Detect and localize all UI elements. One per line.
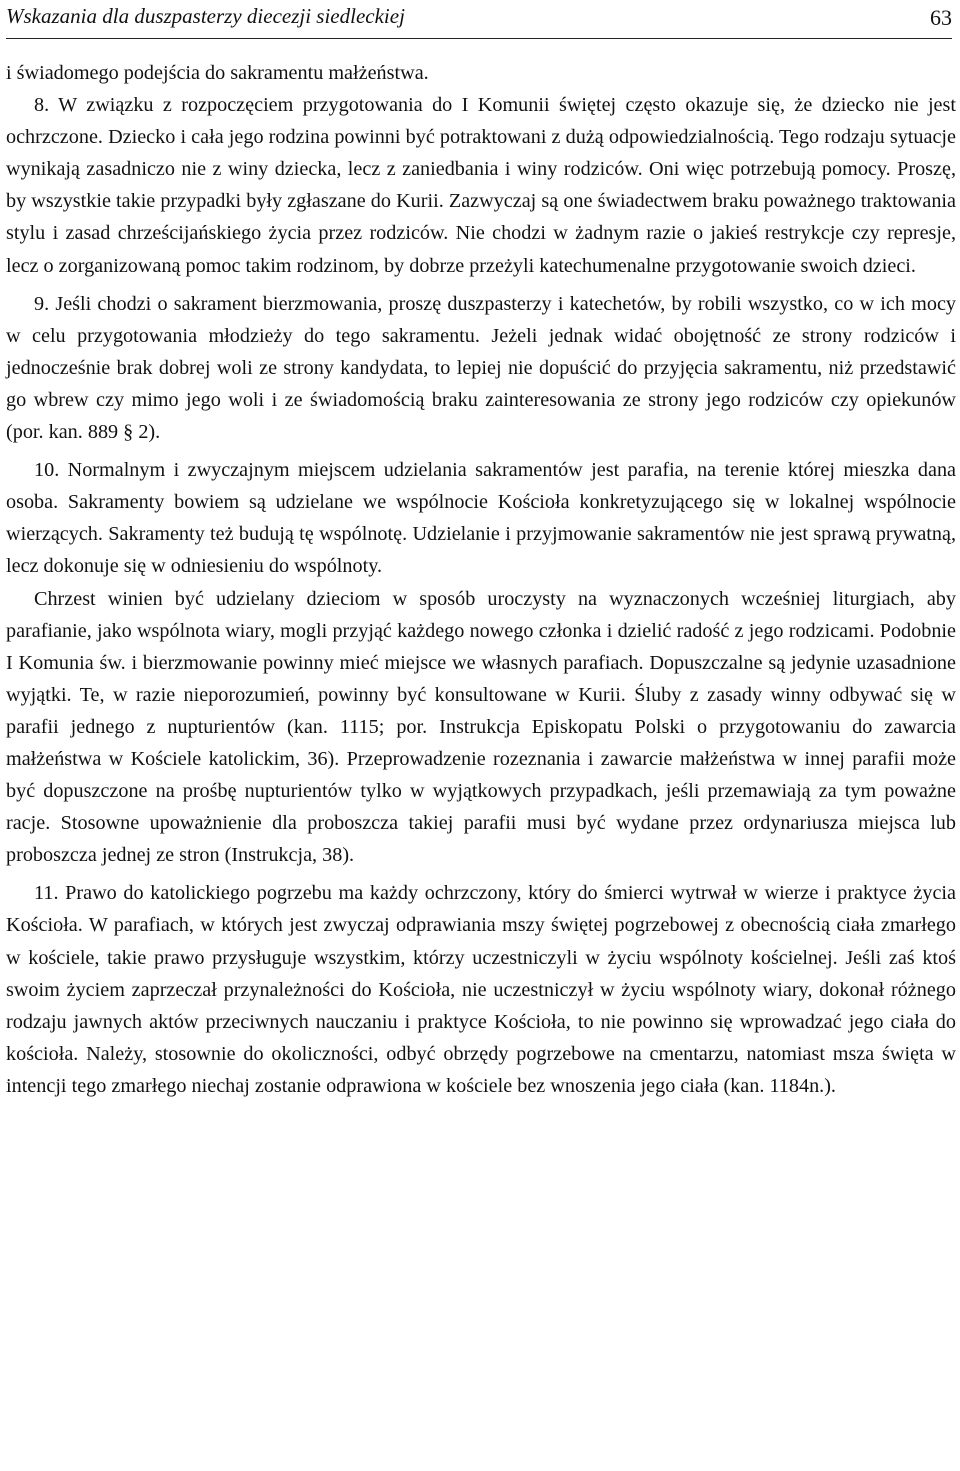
paragraph-8: 8. W związku z rozpoczęciem przygotowania do I Komunii świętej często okazuje się, że dziecko nie jest ochrzczone. Dziecko i cała jego rodzina powinni być potraktowani z dużą odpowiedzialnością. Tego rodzaju sytuacje wynikają zasadniczo nie z winy dziecka, lecz z zaniedbania i winy rodziców. Oni więc potrzebują pomocy. Proszę, by wszystkie takie przypadki były zgłaszane do Kurii. Zazwyczaj są one świadectwem braku poważnego traktowania stylu i zasad chrześcijańskiego życia przez rodziców. Nie chodzi w żadnym razie o jakieś restrykcje czy represje, lecz o zorganizowaną pomoc takim rodzinom, by dobrze przeżyli katechumenalne przygotowanie swoich dzieci. xyxy=(6,94,956,277)
running-title: Wskazania dla duszpasterzy diecezji siedleckiej xyxy=(6,4,405,28)
paragraph-continuation: i świadomego podejścia do sakramentu małżeństwa. xyxy=(6,62,429,84)
page-body xyxy=(6,57,956,1102)
paragraph-10: 10. Normalnym i zwyczajnym miejscem udzielania sakramentów jest parafia, na terenie której mieszka dana osoba. Sakramenty bowiem są udzielane we wspólnocie Kościoła konkretyzującego się w lokalnej wspólnocie wierzących. Sakramenty też budują tę wspólnotę. Udzielanie i przyjmowanie sakramentów nie jest sprawą prywatną, lecz dokonuje się w odniesieniu do wspólnoty. xyxy=(6,459,956,578)
paragraph-11: 11. Prawo do katolickiego pogrzebu ma każdy ochrzczony, który do śmierci wytrwał w wierze i praktyce życia Kościoła. W parafiach, w których jest zwyczaj odprawiania mszy świętej pogrzebowej z obecnością ciała zmarłego w kościele, takie prawo przysługuje wszystkim, którzy uczestniczyli w życiu wspólnoty kościelnej. Jeśli zaś ktoś swoim życiem zaprzeczał przynależności do Kościoła, nie uczestniczył w życiu wspólnoty wiary, dokonał różnego rodzaju jawnych aktów przeciwnych nauczaniu i praktyce Kościoła, to nie powinno się wprowadzać jego ciała do kościoła. Należy, stosownie do okoliczności, odbyć obrzędy pogrzebowe na cmentarzu, natomiast msza święta w intencji tego zmarłego niechaj zostanie odprawiona w kościele bez wnoszenia jego ciała (kan. 1184n.). xyxy=(6,882,956,1097)
page-number: 63 xyxy=(930,5,952,30)
page-header xyxy=(6,0,952,39)
paragraph-chrzest: Chrzest winien być udzielany dzieciom w sposób uroczysty na wyznaczonych wcześniej liturgiach, aby parafianie, jako wspólnota wiary, mogli przyjąć każdego nowego członka i dzielić radość z jego rodzicami. Podobnie I Komunia św. i bierzmowanie powinny mieć miejsce we własnych parafiach. Dopuszczalne są jedynie uzasadnione wyjątki. Te, w razie nieporozumień, powinny być konsultowane w Kurii. Śluby z zasady winny odbywać się w parafii jednego z nupturientów (kan. 1115; por. Instrukcja Episkopatu Polski o przygotowaniu do zawarcia małżeństwa w Kościele katolickim, 36). Przeprowadzenie rozeznania i zawarcie małżeństwa w innej parafii może być dopuszczone na prośbę nupturientów tylko w wyjątkowych przypadkach, jeśli przemawiają za tym poważne racje. Stosowne upoważnienie dla proboszcza takiej parafii musi być wydane przez ordynariusza miejsca lub proboszcza jednej ze stron (Instrukcja, 38). xyxy=(6,587,956,867)
paragraph-9: 9. Jeśli chodzi o sakrament bierzmowania, proszę duszpasterzy i katechetów, by robili wszystko, co w ich mocy w celu przygotowania młodzieży do tego sakramentu. Jeżeli jednak widać obojętność ze strony rodziców i jednocześnie brak dobrej woli ze strony kandydata, to lepiej nie dopuścić do przyjęcia sakramentu, niż przedstawić go wbrew czy mimo jego woli i ze świadomością braku zainteresowania ze strony jego rodziców czy opiekunów (por. kan. 889 § 2). xyxy=(6,292,956,444)
